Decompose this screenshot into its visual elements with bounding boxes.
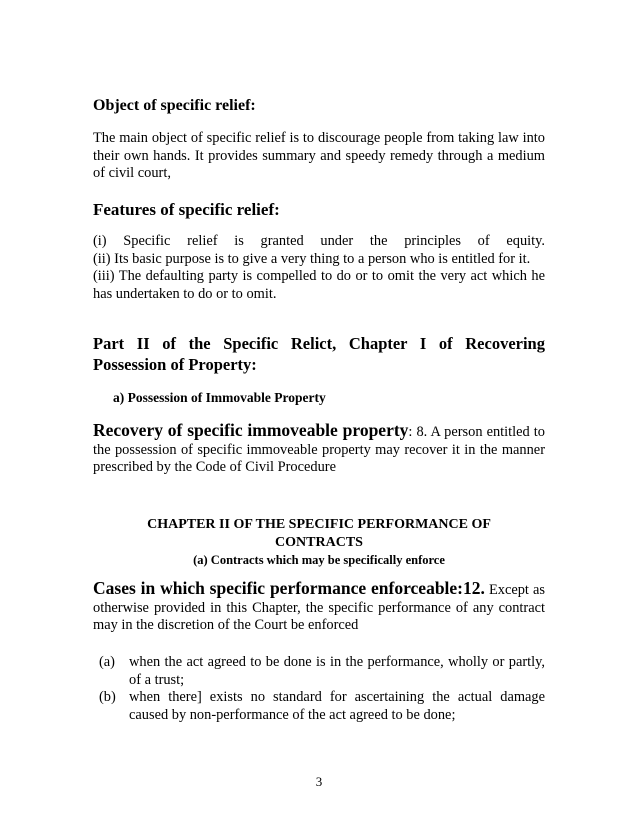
cases-text: Except as otherwise provided in this Chapter, the specific performance of any contract may in the discretion of the Court be enforced — [93, 582, 545, 633]
chapter2-title-line-1: CHAPTER II OF THE SPECIFIC PERFORMANCE OF — [147, 517, 491, 532]
list-item-label: (b) — [99, 689, 116, 705]
object-paragraph: The main object of specific relief is to discourage people from taking law into their own hands. It provides summary and speedy remedy through a medium of civil court, — [93, 130, 545, 181]
cases-paragraph — [93, 580, 545, 635]
features-line-3: (iii) The defaulting party is compelled to do or to omit the very act which he has undertaken to do or to omit. — [93, 268, 545, 302]
part2-heading: Part II of the Specific Relict, Chapter I of Recovering Possession of Property: — [93, 334, 545, 374]
page-number: 3 — [315, 774, 323, 789]
recovery-heading: Recovery of specific immoveable property — [93, 420, 409, 440]
features-line-1: (i) Specific relief is granted under the principles of equity. — [93, 233, 545, 249]
chapter2-subtitle: (a) Contracts which may be specifically enforce — [193, 553, 445, 567]
recovery-text: : 8. A person entitled to the possession of specific immoveable property may recover it in the manner prescribed by the Code of Civil Procedure — [93, 424, 545, 475]
recovery-paragraph — [93, 422, 545, 477]
chapter2-title-line-2: CONTRACTS — [275, 535, 363, 550]
features-line-2: (ii) Its basic purpose is to give a very thing to a person who is entitled for it. — [93, 251, 531, 267]
list-item — [99, 689, 545, 724]
list-item — [99, 654, 545, 689]
object-heading: Object of specific relief: — [93, 97, 256, 114]
list-item-text: when there] exists no standard for ascertaining the actual damage caused by non-performance of the act agreed to be done; — [129, 689, 545, 723]
part2-subheading: a) Possession of Immovable Property — [113, 390, 326, 405]
features-heading: Features of specific relief: — [93, 200, 280, 219]
cases-heading: Cases in which specific performance enforceable:12. — [93, 578, 485, 598]
list-item-label: (a) — [99, 654, 115, 670]
list-item-text: when the act agreed to be done is in the performance, wholly or partly, of a trust; — [129, 654, 545, 688]
